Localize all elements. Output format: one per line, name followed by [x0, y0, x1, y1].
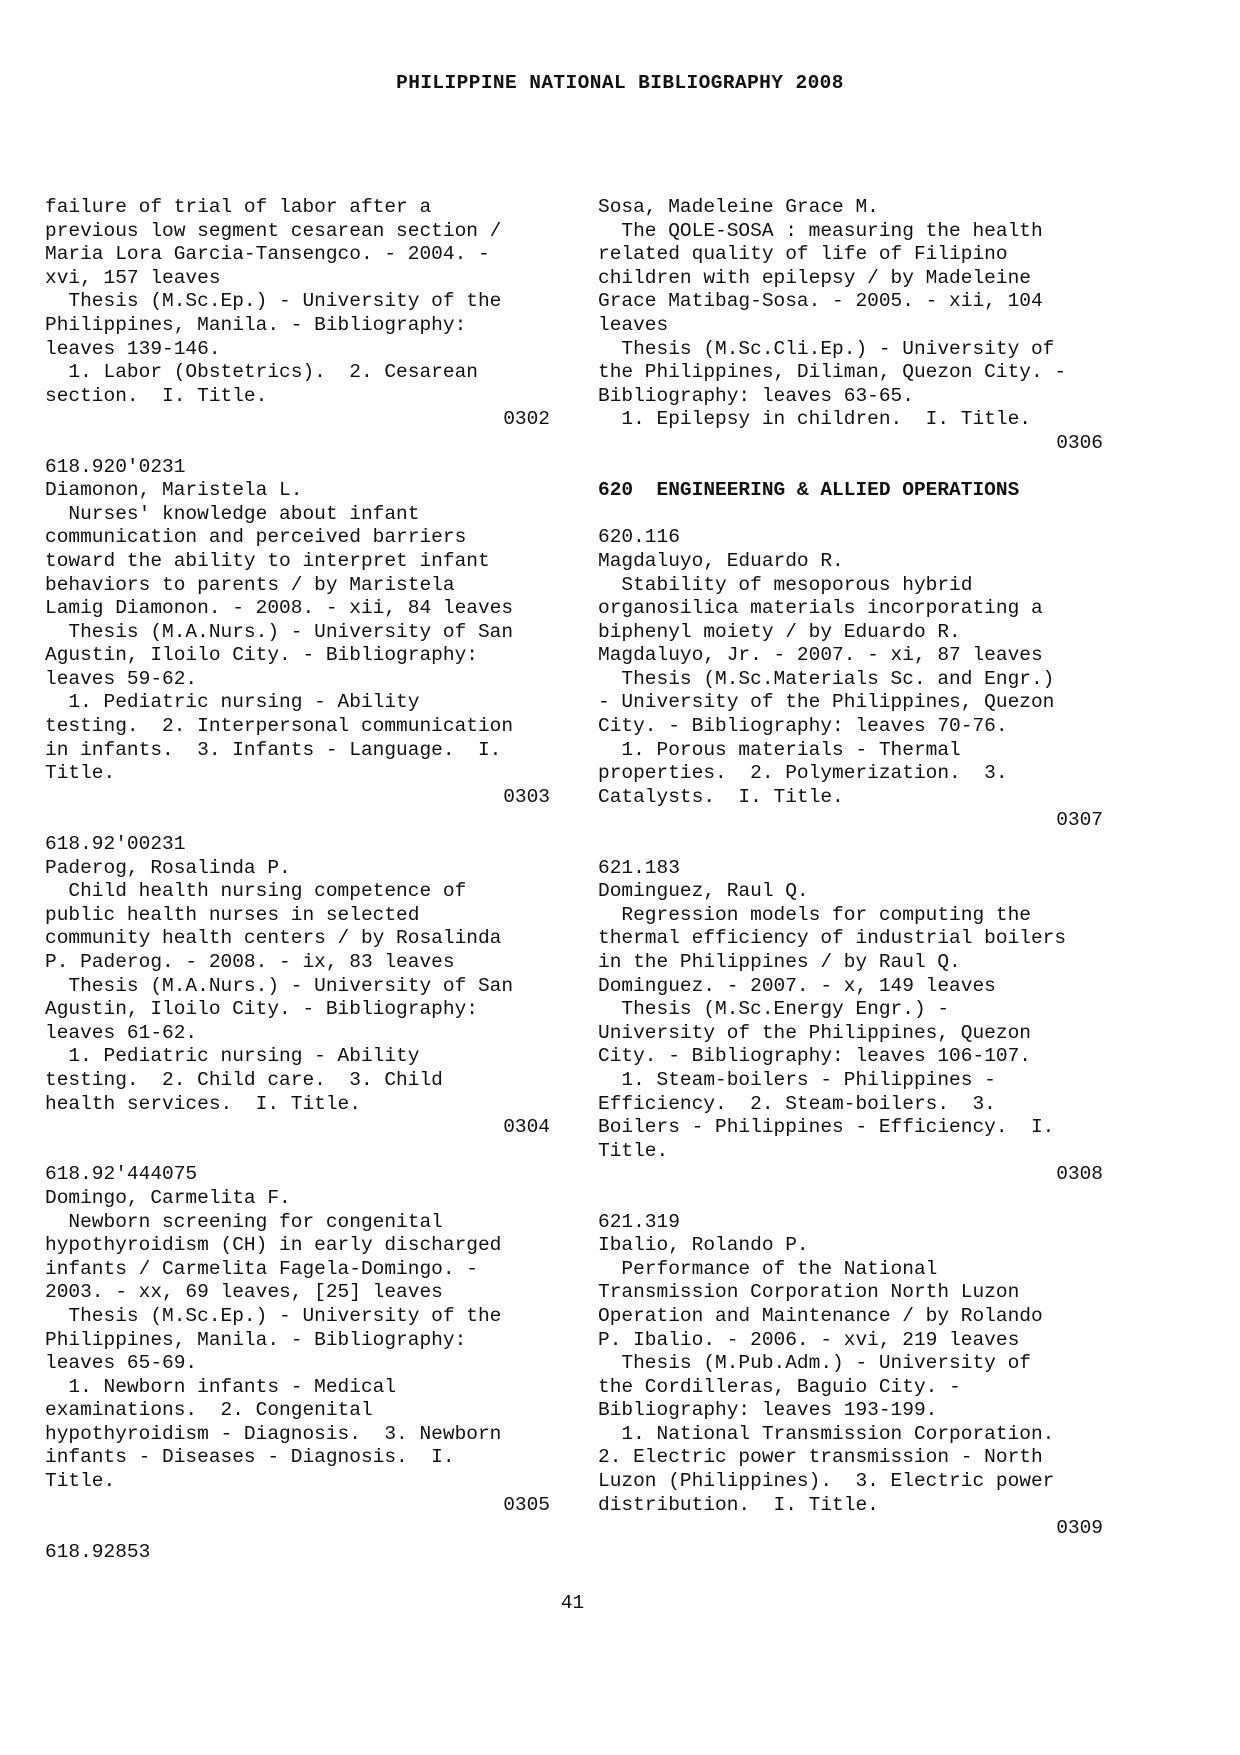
entry-line: Lamig Diamonon. - 2008. - xii, 84 leaves: [45, 597, 514, 620]
blank-line: [45, 432, 550, 456]
entry-line: hypothyroidism - Diagnosis. 3. Newborn: [45, 1422, 502, 1445]
entry-line: 2003. - xx, 69 leaves, [25] leaves: [45, 1281, 443, 1304]
entry-line: Thesis (M.Sc.Ep.) - University of the: [45, 290, 502, 313]
entry-line: Nurses' knowledge about infant: [45, 502, 420, 525]
record-number: 0302: [503, 408, 550, 431]
entry-line: Thesis (M.Sc.Ep.) - University of the: [45, 1304, 502, 1327]
blank-line: [45, 1517, 550, 1541]
entry-line: communication and perceived barriers: [45, 526, 467, 549]
entry-line: University of the Philippines, Quezon: [598, 1021, 1031, 1044]
blank-line: [45, 809, 550, 833]
entry-line: Ibalio, Rolando P.: [598, 1234, 809, 1257]
entry-line: Dominguez. - 2007. - x, 149 leaves: [598, 974, 996, 997]
entry-line: Child health nursing competence of: [45, 880, 467, 903]
entry-line: thermal efficiency of industrial boilers: [598, 927, 1067, 950]
entry-line: Maria Lora Garcia-Tansengco. - 2004. -: [45, 243, 490, 266]
entry-line: 1. Pediatric nursing - Ability: [45, 1045, 420, 1068]
entry-line: P. Ibalio. - 2006. - xvi, 219 leaves: [598, 1328, 1020, 1351]
entry-line: City. - Bibliography: leaves 70-76.: [598, 715, 1008, 738]
entry-line: in the Philippines / by Raul Q.: [598, 951, 961, 973]
right-column: [598, 196, 1103, 1541]
entry-line: toward the ability to interpret infant: [45, 549, 490, 572]
entry-line: behaviors to parents / by Maristela: [45, 573, 455, 596]
entry-line: P. Paderog. - 2008. - ix, 83 leaves: [45, 951, 455, 973]
blank-line: [45, 1140, 550, 1164]
record-number: 0309: [1056, 1517, 1103, 1540]
record-number: 0305: [503, 1493, 550, 1516]
entry-line: public health nurses in selected: [45, 903, 420, 926]
entry-line: failure of trial of labor after a: [45, 196, 432, 218]
entry-line: organosilica materials incorporating a: [598, 597, 1043, 620]
entry-line: 1. Labor (Obstetrics). 2. Cesarean: [45, 361, 478, 384]
entry-line: Thesis (M.Sc.Materials Sc. and Engr.): [598, 667, 1055, 690]
entry-line: hypothyroidism (CH) in early discharged: [45, 1234, 502, 1257]
call-number: 618.92'444075: [45, 1163, 198, 1186]
record-number: 0306: [1056, 431, 1103, 454]
entry-line: children with epilepsy / by Madeleine: [598, 266, 1031, 289]
entry-line: Domingo, Carmelita F.: [45, 1186, 291, 1209]
entry-line: infants - Diseases - Diagnosis. I.: [45, 1446, 455, 1469]
record-number: 0307: [1056, 809, 1103, 832]
call-number: 621.319: [598, 1210, 680, 1233]
entry-line: Paderog, Rosalinda P.: [45, 856, 291, 879]
entry-line: properties. 2. Polymerization. 3.: [598, 762, 1008, 785]
entry-line: Operation and Maintenance / by Rolando: [598, 1304, 1043, 1327]
page-title: PHILIPPINE NATIONAL BIBLIOGRAPHY 2008: [396, 72, 844, 94]
entry-line: in infants. 3. Infants - Language. I.: [45, 738, 502, 761]
entry-line: Philippines, Manila. - Bibliography:: [45, 313, 467, 336]
entry-line: Title.: [598, 1139, 669, 1162]
entry-line: 1. Epilepsy in children. I. Title.: [598, 408, 1031, 431]
entry-line: Bibliography: leaves 63-65.: [598, 384, 914, 407]
entry-line: Thesis (M.A.Nurs.) - University of San: [45, 620, 514, 643]
entry-line: health services. I. Title.: [45, 1092, 361, 1115]
entry-line: Catalysts. I. Title.: [598, 785, 844, 808]
entry-line: Agustin, Iloilo City. - Bibliography:: [45, 644, 478, 667]
entry-line: Dominguez, Raul Q.: [598, 880, 809, 903]
entry-line: Title.: [45, 762, 116, 785]
entry-line: Thesis (M.Pub.Adm.) - University of: [598, 1352, 1031, 1375]
entry-line: testing. 2. Interpersonal communication: [45, 715, 514, 738]
call-number: 621.183: [598, 856, 680, 879]
entry-line: Sosa, Madeleine Grace M.: [598, 196, 879, 218]
entry-line: 1. Newborn infants - Medical: [45, 1375, 397, 1398]
entry-line: leaves 59-62.: [45, 667, 198, 690]
entry-line: Boilers - Philippines - Efficiency. I.: [598, 1116, 1055, 1139]
call-number: 620.116: [598, 526, 680, 549]
blank-line: [598, 503, 1103, 527]
entry-line: previous low segment cesarean section /: [45, 219, 502, 242]
entry-line: Diamonon, Maristela L.: [45, 479, 303, 502]
entry-line: Grace Matibag-Sosa. - 2005. - xii, 104: [598, 290, 1043, 313]
entry-line: leaves 61-62.: [45, 1021, 198, 1044]
entry-line: - University of the Philippines, Quezon: [598, 691, 1055, 714]
entry-line: Thesis (M.Sc.Cli.Ep.) - University of: [598, 337, 1055, 360]
record-number: 0303: [503, 785, 550, 808]
entry-line: leaves 65-69.: [45, 1352, 198, 1375]
entry-line: 1. Pediatric nursing - Ability: [45, 691, 420, 714]
entry-line: Agustin, Iloilo City. - Bibliography:: [45, 998, 478, 1021]
entry-line: 1. Steam-boilers - Philippines -: [598, 1068, 996, 1091]
record-number: 0308: [1056, 1163, 1103, 1186]
entry-line: Luzon (Philippines). 3. Electric power: [598, 1470, 1055, 1493]
entry-line: section. I. Title.: [45, 384, 268, 407]
call-number: 618.92'00231: [45, 833, 186, 856]
entry-line: the Cordilleras, Baguio City. -: [598, 1375, 961, 1398]
page-number: 41: [560, 1592, 585, 1614]
entry-line: testing. 2. Child care. 3. Child: [45, 1068, 443, 1091]
left-column: [45, 196, 550, 1564]
entry-line: leaves 139-146.: [45, 337, 221, 360]
entry-line: 1. National Transmission Corporation.: [598, 1422, 1055, 1445]
entry-line: the Philippines, Diliman, Quezon City. -: [598, 361, 1067, 384]
entry-line: Regression models for computing the: [598, 903, 1031, 926]
entry-line: leaves: [598, 313, 669, 336]
entry-line: City. - Bibliography: leaves 106-107.: [598, 1045, 1031, 1068]
entry-line: community health centers / by Rosalinda: [45, 927, 502, 950]
blank-line: [598, 456, 1103, 480]
entry-line: xvi, 157 leaves: [45, 266, 221, 289]
entry-line: distribution. I. Title.: [598, 1493, 879, 1516]
call-number: 618.920'0231: [45, 455, 186, 478]
entry-line: Efficiency. 2. Steam-boilers. 3.: [598, 1092, 996, 1115]
entry-line: Stability of mesoporous hybrid: [598, 573, 973, 596]
entry-line: Title.: [45, 1470, 116, 1493]
entry-line: 1. Porous materials - Thermal: [598, 738, 961, 761]
entry-line: Thesis (M.A.Nurs.) - University of San: [45, 974, 514, 997]
entry-line: Magdaluyo, Jr. - 2007. - xi, 87 leaves: [598, 644, 1043, 667]
entry-line: infants / Carmelita Fagela-Domingo. -: [45, 1257, 478, 1280]
entry-line: Magdaluyo, Eduardo R.: [598, 549, 844, 572]
blank-line: [598, 1187, 1103, 1211]
entry-line: Performance of the National: [598, 1257, 938, 1280]
entry-line: related quality of life of Filipino: [598, 243, 1008, 266]
entry-line: examinations. 2. Congenital: [45, 1399, 373, 1422]
entry-line: The QOLE-SOSA : measuring the health: [598, 219, 1043, 242]
entry-line: Bibliography: leaves 193-199.: [598, 1399, 938, 1422]
entry-line: biphenyl moiety / by Eduardo R.: [598, 620, 961, 643]
blank-line: [598, 833, 1103, 857]
entry-line: Transmission Corporation North Luzon: [598, 1281, 1020, 1304]
entry-line: Thesis (M.Sc.Energy Engr.) -: [598, 998, 950, 1021]
record-number: 0304: [503, 1116, 550, 1139]
call-number: 618.92853: [45, 1540, 151, 1563]
entry-line: Philippines, Manila. - Bibliography:: [45, 1328, 467, 1351]
section-heading: 620 ENGINEERING & ALLIED OPERATIONS: [598, 479, 1020, 502]
entry-line: Newborn screening for congenital: [45, 1210, 443, 1233]
entry-line: 2. Electric power transmission - North: [598, 1446, 1043, 1469]
